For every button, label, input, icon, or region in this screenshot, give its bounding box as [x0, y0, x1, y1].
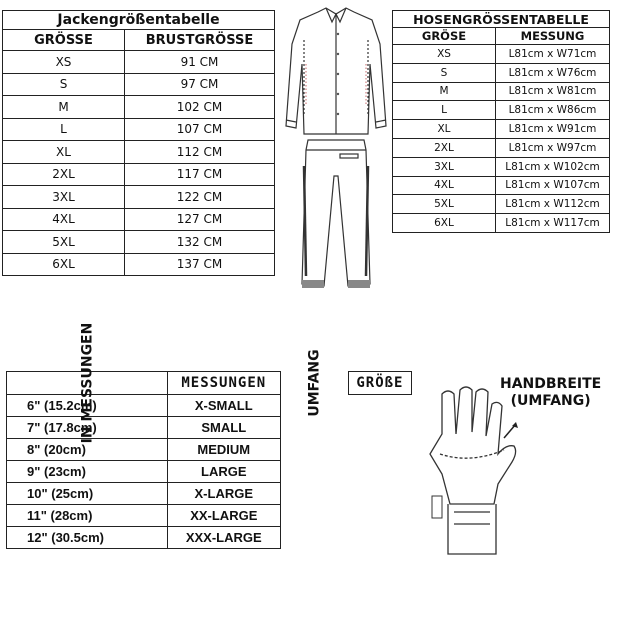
jacket-value-cell: 122 CM — [125, 186, 275, 209]
glove-measure-cell: 11" (28cm) — [7, 505, 168, 527]
jacket-header-size: GRÖSSE — [3, 30, 125, 51]
jacket-size-cell: 4XL — [3, 208, 125, 231]
jacket-value-cell: 137 CM — [125, 253, 275, 276]
pants-size-cell: S — [393, 63, 496, 82]
pants-row — [393, 138, 610, 157]
jacket-size-cell: L — [3, 118, 125, 141]
jacket-size-cell: XS — [3, 51, 125, 74]
glove-row — [7, 461, 412, 483]
pants-row — [393, 214, 610, 233]
jacket-value-cell: 117 CM — [125, 163, 275, 186]
pants-size-cell: XL — [393, 120, 496, 139]
pants-value-cell: L81cm x W117cm — [496, 214, 610, 233]
glove-header-measure: MESSUNGEN — [168, 372, 281, 395]
jacket-row — [3, 231, 275, 254]
jacket-row — [3, 51, 275, 74]
jacket-size-cell: 3XL — [3, 186, 125, 209]
glove-measure-cell: 12" (30.5cm) — [7, 527, 168, 549]
shirt-illustration — [280, 4, 392, 140]
pants-row — [393, 157, 610, 176]
jacket-size-cell: S — [3, 73, 125, 96]
jacket-row — [3, 96, 275, 119]
hand-width-label-line1: HANDBREITE — [500, 376, 602, 392]
glove-row — [7, 483, 412, 505]
glove-row — [7, 395, 412, 417]
pants-value-cell: L81cm x W107cm — [496, 176, 610, 195]
jacket-row — [3, 186, 275, 209]
jacket-size-cell: 6XL — [3, 253, 125, 276]
jacket-row — [3, 118, 275, 141]
jacket-value-cell: 91 CM — [125, 51, 275, 74]
glove-side-label-left: IN MESSUNGEN — [7, 372, 168, 395]
jacket-size-table — [2, 10, 275, 276]
glove-size-cell: XXX-LARGE — [168, 527, 281, 549]
jacket-size-cell: M — [3, 96, 125, 119]
glove-row — [7, 439, 412, 461]
pants-value-cell: L81cm x W91cm — [496, 120, 610, 139]
pants-value-cell: L81cm x W86cm — [496, 101, 610, 120]
glove-size-cell: XX-LARGE — [168, 505, 281, 527]
pants-value-cell: L81cm x W81cm — [496, 82, 610, 101]
pants-header-size: GRÖSE — [393, 28, 496, 45]
jacket-table-title: Jackengrößentabelle — [3, 11, 275, 30]
glove-size-cell: X-SMALL — [168, 395, 281, 417]
pants-value-cell: L81cm x W97cm — [496, 138, 610, 157]
jacket-value-cell: 132 CM — [125, 231, 275, 254]
jacket-size-cell: 5XL — [3, 231, 125, 254]
glove-row — [7, 417, 412, 439]
glove-size-cell: X-LARGE — [168, 483, 281, 505]
pants-row — [393, 195, 610, 214]
jacket-row — [3, 208, 275, 231]
jacket-row — [3, 253, 275, 276]
jacket-value-cell: 102 CM — [125, 96, 275, 119]
pants-row — [393, 45, 610, 64]
glove-size-cell: MEDIUM — [168, 439, 281, 461]
jacket-value-cell: 107 CM — [125, 118, 275, 141]
pants-row — [393, 101, 610, 120]
hand-width-label-line2: (UMFANG) — [510, 393, 591, 409]
glove-row — [7, 505, 412, 527]
jacket-size-cell: 2XL — [3, 163, 125, 186]
jacket-row — [3, 73, 275, 96]
jacket-size-cell: XL — [3, 141, 125, 164]
pants-table-title: HOSENGRÖSSENTABELLE — [393, 11, 610, 28]
pants-row — [393, 63, 610, 82]
glove-size-cell: LARGE — [168, 461, 281, 483]
glove-measure-cell: 6" (15.2cm) — [7, 395, 168, 417]
glove-size-table — [6, 322, 412, 549]
jacket-value-cell: 112 CM — [125, 141, 275, 164]
glove-side-label-mid: UMFANG — [280, 372, 348, 395]
glove-illustration — [420, 384, 530, 564]
pants-row — [393, 82, 610, 101]
pants-value-cell: L81cm x W76cm — [496, 63, 610, 82]
glove-header-size: GRÖßE — [348, 372, 411, 395]
pants-size-cell: XS — [393, 45, 496, 64]
jacket-row — [3, 163, 275, 186]
pants-size-cell: 5XL — [393, 195, 496, 214]
pants-size-cell: 4XL — [393, 176, 496, 195]
glove-measure-cell: 7" (17.8cm) — [7, 417, 168, 439]
jacket-header-chest: BRUSTGRÖSSE — [125, 30, 275, 51]
jacket-row — [3, 141, 275, 164]
glove-size-cell: SMALL — [168, 417, 281, 439]
jacket-value-cell: 97 CM — [125, 73, 275, 96]
pants-size-cell: 6XL — [393, 214, 496, 233]
pants-illustration — [296, 136, 376, 296]
pants-size-table — [392, 10, 610, 233]
pants-row — [393, 120, 610, 139]
pants-value-cell: L81cm x W112cm — [496, 195, 610, 214]
pants-header-measure: MESSUNG — [496, 28, 610, 45]
jacket-value-cell: 127 CM — [125, 208, 275, 231]
glove-measure-cell: 8" (20cm) — [7, 439, 168, 461]
pants-size-cell: M — [393, 82, 496, 101]
pants-value-cell: L81cm x W71cm — [496, 45, 610, 64]
glove-measure-cell: 10" (25cm) — [7, 483, 168, 505]
pants-row — [393, 176, 610, 195]
glove-row — [7, 527, 412, 549]
pants-size-cell: L — [393, 101, 496, 120]
pants-value-cell: L81cm x W102cm — [496, 157, 610, 176]
glove-measure-cell: 9" (23cm) — [7, 461, 168, 483]
pants-size-cell: 2XL — [393, 138, 496, 157]
pants-size-cell: 3XL — [393, 157, 496, 176]
